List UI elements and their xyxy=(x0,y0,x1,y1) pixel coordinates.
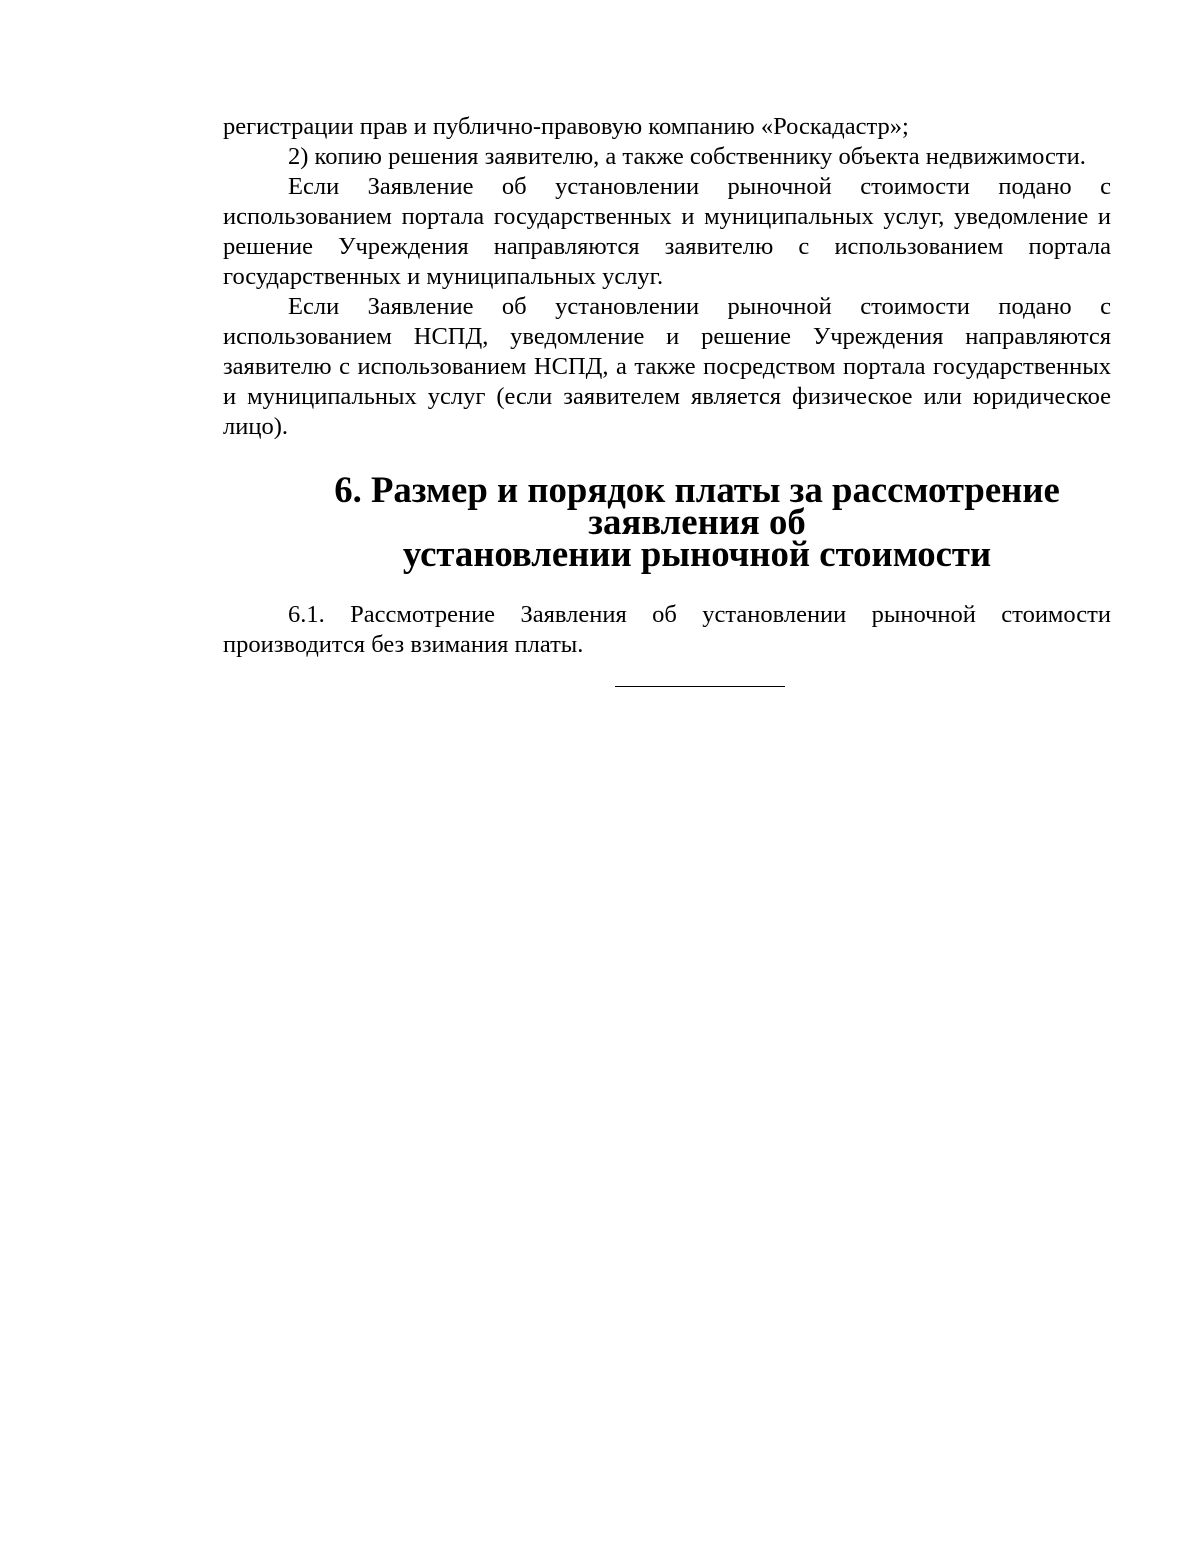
document-body xyxy=(223,112,1111,687)
section-heading xyxy=(223,469,1111,574)
paragraph-registration-continuation: регистрации прав и публично-правовую компанию «Роскадастр»; xyxy=(223,113,909,140)
paragraph-nspd-submission: Если Заявление об установлении рыночной стоимости подано с использованием НСПД, уведомление и решение Учреждения направляются заявителю с использованием НСПД, а также посредством портала государственных и муниципальных услуг (если заявителем является физическое или юридическое лицо). xyxy=(223,293,1111,440)
end-of-section-rule xyxy=(615,686,785,687)
paragraph-portal-submission: Если Заявление об установлении рыночной стоимости подано с использованием портала государственных и муниципальных услуг, уведомление и решение Учреждения направляются заявителю с использованием портала государственных и муниципальных услуг. xyxy=(223,173,1111,290)
section-heading-line-1: 6. Размер и порядок платы за рассмотрение заявления об xyxy=(334,469,1060,542)
section-heading-line-2: установлении рыночной стоимости xyxy=(402,533,992,574)
paragraph-item-2: 2) копию решения заявителю, а также собственнику объекта недвижимости. xyxy=(288,143,1086,170)
paragraph-6-1: 6.1. Рассмотрение Заявления об установлении рыночной стоимости производится без взимания платы. xyxy=(223,601,1111,658)
